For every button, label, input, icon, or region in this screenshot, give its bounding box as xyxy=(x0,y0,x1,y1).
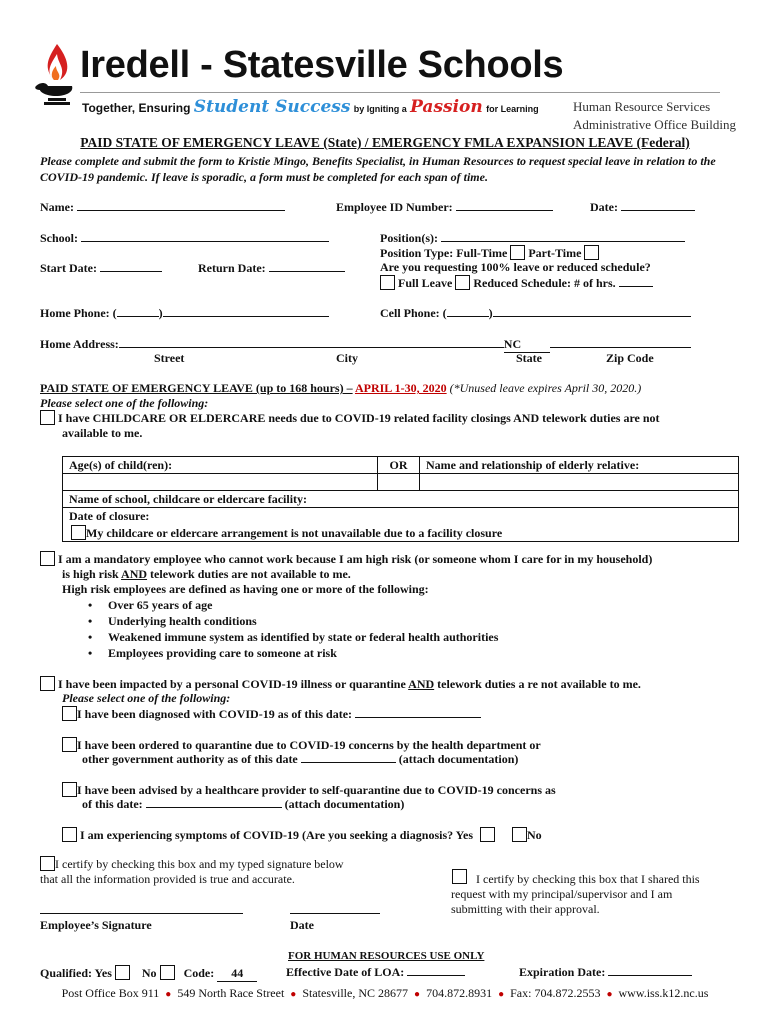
mandatory-cont-post: telework duties are not available to me. xyxy=(150,567,351,581)
childcare-option xyxy=(40,410,660,426)
certify-right-line2: request with my principal/supervisor and I am xyxy=(451,887,673,901)
tagline xyxy=(82,97,539,117)
facility-label[interactable]: Name of school, childcare or eldercare facility: xyxy=(63,491,739,508)
start-date-label: Start Date: xyxy=(40,261,97,275)
section1-select-one: Please select one of the following: xyxy=(40,396,209,410)
employee-id-field[interactable] xyxy=(336,200,553,215)
part-time-checkbox[interactable] xyxy=(584,245,599,260)
name-field[interactable] xyxy=(40,200,285,215)
impacted-pre: I have been impacted by a personal COVID-19 illness or quarantine xyxy=(58,677,406,691)
ordered-checkbox[interactable] xyxy=(62,737,77,752)
section2-select-one: Please select one of the following: xyxy=(62,691,231,705)
certify-approval-checkbox[interactable] xyxy=(452,869,467,884)
ordered-attach: (attach documentation) xyxy=(398,752,519,766)
date-label: Date: xyxy=(590,200,618,214)
bullet-text: Over 65 years of age xyxy=(108,598,213,612)
footer-po-box: Post Office Box 911 xyxy=(61,986,160,1000)
footer-fax: Fax: 704.872.2553 xyxy=(510,986,601,1000)
or-label: OR xyxy=(378,457,420,474)
flame-lamp-logo-icon xyxy=(30,40,80,110)
section1-heading-text: PAID STATE OF EMERGENCY LEAVE (up to 168 hours) – xyxy=(40,381,353,395)
mandatory-text-cont xyxy=(62,567,351,582)
department xyxy=(573,98,736,134)
bullet-item: • Over 65 years of age xyxy=(88,598,213,612)
school-input-line[interactable] xyxy=(81,232,329,242)
cell-phone-label: Cell Phone: ( xyxy=(380,306,447,320)
ordered-option xyxy=(62,737,541,753)
hr-code-value: 44 xyxy=(217,966,257,982)
hr-expiration-line[interactable] xyxy=(608,966,692,976)
signature-line[interactable] xyxy=(40,913,243,914)
certify-approval-checkbox-wrap xyxy=(452,868,467,886)
ordered-text: I have been ordered to quarantine due to COVID-19 concerns by the health department or xyxy=(77,738,541,752)
form-instructions: Please complete and submit the form to Kristie Mingo, Benefits Specialist, in Human Resources to request special leave in relation to the COVID-19 pandemic. If leave is sporadic, a form must be completed for each span of time. xyxy=(40,154,716,184)
ordered-date-line[interactable] xyxy=(301,753,396,763)
impacted-post: telework duties a re not available to me. xyxy=(437,677,641,691)
advised-text-cont: of this date: xyxy=(82,797,143,811)
reduced-schedule-checkbox[interactable] xyxy=(455,275,470,290)
closure-date-label[interactable]: Date of closure: xyxy=(63,508,739,525)
section1-heading xyxy=(40,381,641,396)
impacted-and: AND xyxy=(408,677,435,691)
positions-input-line[interactable] xyxy=(441,232,685,242)
cell-phone-input-line[interactable] xyxy=(493,307,691,317)
ages-input[interactable] xyxy=(63,474,378,491)
arrangement-text: My childcare or eldercare arrangement is not unavailable due to a facility closure xyxy=(86,525,503,540)
position-type-label: Position Type: Full-Time xyxy=(380,246,508,260)
org-name: Iredell - Statesville Schools xyxy=(80,44,564,86)
home-phone-paren: ) xyxy=(158,306,163,320)
home-phone-input-line[interactable] xyxy=(163,307,329,317)
mandatory-and: AND xyxy=(121,567,148,581)
certify-left-line2: that all the information provided is true and accurate. xyxy=(40,872,295,886)
hr-qualified-no-label: No xyxy=(141,966,157,980)
signature-date-label: Date xyxy=(290,918,314,932)
bullet-item: • Weakened immune system as identified by state or federal health authorities xyxy=(88,630,499,644)
bullet-text: Underlying health conditions xyxy=(108,614,257,628)
position-type-row xyxy=(380,245,599,261)
hr-qualified-label: Qualified: Yes xyxy=(40,966,112,980)
home-phone-label: Home Phone: ( xyxy=(40,306,117,320)
school-field[interactable] xyxy=(40,231,329,246)
tagline-post: for Learning xyxy=(486,104,539,114)
ordered-text-cont: other government authority as of this date xyxy=(82,752,298,766)
mandatory-option xyxy=(40,551,652,567)
signature-date-line[interactable] xyxy=(290,913,380,914)
diagnosed-text: I have been diagnosed with COVID-19 as of this date: xyxy=(77,707,353,721)
advised-text: I have been advised by a healthcare provider to self-quarantine due to COVID-19 concerns as xyxy=(77,783,556,797)
state-value: NC xyxy=(504,337,550,353)
start-date-field[interactable] xyxy=(40,261,162,276)
hr-qualified-no-checkbox[interactable] xyxy=(160,965,175,980)
state-label: State xyxy=(516,351,542,365)
care-details-table xyxy=(62,456,739,542)
footer-phone: 704.872.8931 xyxy=(426,986,493,1000)
certify-left-text1: I certify by checking this box and my typed signature below xyxy=(55,857,344,871)
name-input-line[interactable] xyxy=(77,201,285,211)
relative-label: Name and relationship of elderly relative: xyxy=(420,457,739,474)
footer: Post Office Box 911 ● 549 North Race Street ● Statesville, NC 28677 ● 704.872.8931 ● Fax: 704.872.2553 ● www.iss.k12.nc.us xyxy=(61,986,709,1000)
return-date-input-line[interactable] xyxy=(269,262,345,272)
symptoms-text: I am experiencing symptoms of COVID-19 (Are you seeking a diagnosis? Yes xyxy=(80,828,473,842)
home-phone-field[interactable] xyxy=(40,306,329,321)
high-risk-definition: High risk employees are defined as having one or more of the following: xyxy=(62,582,429,596)
cell-phone-field[interactable] xyxy=(380,306,691,321)
home-address-label: Home Address: xyxy=(40,337,119,351)
bullet-item: • Underlying health conditions xyxy=(88,614,257,628)
arrangement-checkbox[interactable] xyxy=(71,525,86,540)
dept-line-2: Administrative Office Building xyxy=(573,117,736,132)
childcare-text: I have CHILDCARE OR ELDERCARE needs due to COVID-19 related facility closings AND telework duties are not xyxy=(58,411,660,425)
signature-label: Employee’s Signature xyxy=(40,918,152,932)
employee-id-input-line[interactable] xyxy=(456,201,553,211)
positions-label: Position(s): xyxy=(380,231,438,245)
return-date-label: Return Date: xyxy=(198,261,266,275)
certify-right-line1: I certify by checking this box that I shared this xyxy=(476,872,700,886)
date-input-line[interactable] xyxy=(621,201,695,211)
city-label: City xyxy=(336,351,358,365)
header-divider xyxy=(80,92,720,93)
home-address-field[interactable] xyxy=(40,337,691,353)
footer-city: Statesville, NC 28677 xyxy=(302,986,409,1000)
mandatory-checkbox[interactable] xyxy=(40,551,55,566)
mandatory-text: I am a mandatory employee who cannot work because I am high risk (or someone whom I care for in my household) xyxy=(58,552,653,566)
diagnosed-date-line[interactable] xyxy=(355,708,481,718)
advised-date-line[interactable] xyxy=(146,798,282,808)
section1-dates: APRIL 1-30, 2020 xyxy=(354,381,447,395)
impacted-option xyxy=(40,676,641,692)
tagline-passion: Passion xyxy=(410,97,483,117)
full-time-checkbox[interactable] xyxy=(510,245,525,260)
footer-street: 549 North Race Street xyxy=(177,986,285,1000)
cell-phone-paren: ) xyxy=(488,306,493,320)
childcare-text-cont: available to me. xyxy=(62,426,143,440)
symptoms-no-checkbox[interactable] xyxy=(512,827,527,842)
hr-use-heading: FOR HUMAN RESOURCES USE ONLY xyxy=(288,950,485,962)
full-leave-checkbox[interactable] xyxy=(380,275,395,290)
certify-left-line1 xyxy=(40,856,344,872)
school-label: School: xyxy=(40,231,79,245)
advised-option xyxy=(62,782,556,798)
street-label: Street xyxy=(154,351,185,365)
leave-question: Are you requesting 100% leave or reduced schedule? xyxy=(380,260,651,274)
cell-phone-area-line[interactable] xyxy=(447,307,489,317)
name-label: Name: xyxy=(40,200,74,214)
arrangement-row xyxy=(63,525,739,542)
impacted-checkbox[interactable] xyxy=(40,676,55,691)
diagnosed-option xyxy=(62,706,481,722)
part-time-label: Part-Time xyxy=(528,246,582,260)
advised-checkbox[interactable] xyxy=(62,782,77,797)
hr-qualified-row xyxy=(40,965,257,982)
certify-truth-checkbox[interactable] xyxy=(40,856,55,871)
ages-label: Age(s) of child(ren): xyxy=(63,457,378,474)
return-date-field[interactable] xyxy=(198,261,345,276)
diagnosed-checkbox[interactable] xyxy=(62,706,77,721)
hr-effective-line[interactable] xyxy=(407,966,465,976)
dept-line-1: Human Resource Services xyxy=(573,99,711,114)
symptoms-checkbox[interactable] xyxy=(62,827,77,842)
relative-input[interactable] xyxy=(420,474,739,491)
ordered-date-row xyxy=(82,752,518,767)
zip-label: Zip Code xyxy=(606,351,654,365)
childcare-checkbox[interactable] xyxy=(40,410,55,425)
start-date-input-line[interactable] xyxy=(100,262,162,272)
symptoms-yes-checkbox[interactable] xyxy=(480,827,495,842)
or-spacer xyxy=(378,474,420,491)
symptoms-option xyxy=(62,827,542,843)
leave-type-row xyxy=(380,275,653,291)
advised-attach: (attach documentation) xyxy=(284,797,405,811)
footer-web-link[interactable]: www.iss.k12.nc.us xyxy=(618,986,709,1000)
mandatory-cont-pre: is high risk xyxy=(62,567,119,581)
hr-code-label: Code: xyxy=(183,966,215,980)
zip-input-line[interactable] xyxy=(550,338,691,348)
reduced-schedule-label: Reduced Schedule: # of hrs. xyxy=(473,276,616,290)
bullet-item: • Employees providing care to someone at risk xyxy=(88,646,337,660)
home-phone-area-line[interactable] xyxy=(117,307,159,317)
full-leave-label: Full Leave xyxy=(398,276,453,290)
advised-date-row xyxy=(82,797,404,812)
symptoms-no-label: No xyxy=(527,828,542,842)
hr-qualified-yes-checkbox[interactable] xyxy=(115,965,130,980)
section1-note: (*Unused leave expires April 30, 2020.) xyxy=(449,381,642,395)
home-address-input-line[interactable] xyxy=(119,338,504,348)
tagline-student-success: Student Success xyxy=(193,97,351,117)
positions-field[interactable] xyxy=(380,231,685,246)
hr-effective-label: Effective Date of LOA: xyxy=(286,965,405,979)
tagline-mid: by Igniting a xyxy=(353,104,407,114)
tagline-pre: Together, Ensuring xyxy=(82,101,191,115)
form-title: PAID STATE OF EMERGENCY LEAVE (State) / EMERGENCY FMLA EXPANSION LEAVE (Federal) xyxy=(80,135,690,150)
hr-expiration-field[interactable] xyxy=(519,965,692,980)
bullet-text: Employees providing care to someone at risk xyxy=(108,646,337,660)
date-field[interactable] xyxy=(590,200,695,215)
certify-right-line3: submitting with their approval. xyxy=(451,902,600,916)
hr-expiration-label: Expiration Date: xyxy=(519,965,606,979)
hr-effective-field[interactable] xyxy=(286,965,465,980)
reduced-hours-input-line[interactable] xyxy=(619,277,653,287)
bullet-text: Weakened immune system as identified by state or federal health authorities xyxy=(108,630,499,644)
employee-id-label: Employee ID Number: xyxy=(336,200,453,214)
